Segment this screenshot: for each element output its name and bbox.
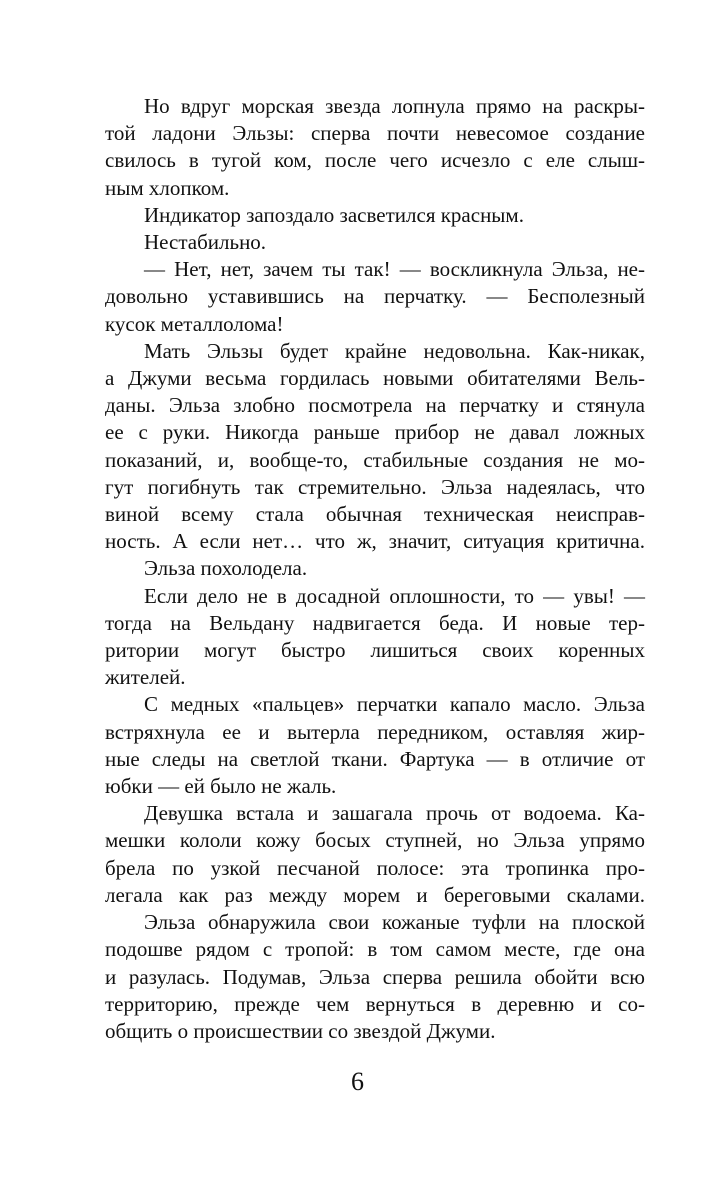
text-line: брела по узкой песчаной полосе: эта тропинка про-	[105, 855, 645, 880]
text-line: Эльза похолодела.	[144, 556, 308, 581]
text-line: территорию, прежде чем вернуться в деревню и со-	[105, 991, 645, 1016]
text-line: кусок металлолома!	[105, 311, 284, 336]
text-line: Нестабильно.	[144, 230, 267, 255]
body-text	[105, 93, 645, 1045]
text-line: мешки кололи кожу босых ступней, но Эльза упрямо	[105, 828, 645, 853]
paragraph	[105, 583, 645, 692]
text-line: довольно уставившись на перчатку. — Бесполезный	[105, 284, 645, 309]
text-line: той ладони Эльзы: сперва почти невесомое создание	[105, 121, 645, 146]
paragraph	[105, 555, 645, 582]
text-line: Если дело не в досадной оплошности, то — увы! —	[144, 583, 645, 608]
paragraph	[105, 691, 645, 800]
text-line: ные следы на светлой ткани. Фартука — в отличие от	[105, 746, 645, 771]
paragraph	[105, 800, 645, 909]
text-line: гут погибнуть так стремительно. Эльза надеялась, что	[105, 474, 645, 499]
text-line: ным хлопком.	[105, 175, 230, 200]
text-line: и разулась. Подумав, Эльза сперва решила обойти всю	[105, 964, 645, 989]
text-line: общить о происшествии со звездой Джуми.	[105, 1018, 496, 1043]
text-line: показаний, и, вообще-то, стабильные создания не мо-	[105, 447, 645, 472]
text-line: а Джуми весьма гордилась новыми обитателями Вель-	[105, 366, 645, 391]
paragraph	[105, 338, 645, 556]
text-line: свилось в тугой ком, после чего исчезло с еле слыш-	[105, 148, 645, 173]
text-line: юбки — ей было не жаль.	[105, 774, 337, 799]
text-line: ритории могут быстро лишиться своих коренных	[105, 638, 645, 663]
text-line: С медных «пальцев» перчатки капало масло. Эльза	[144, 692, 645, 717]
text-line: ее с руки. Никогда раньше прибор не давал ложных	[105, 420, 645, 445]
paragraph	[105, 909, 645, 1045]
paragraph	[105, 256, 645, 338]
text-line: ность. А если нет… что ж, значит, ситуация критична.	[105, 529, 645, 554]
text-line: Индикатор запоздало засветился красным.	[144, 202, 524, 227]
page-number: 6	[351, 1067, 364, 1096]
paragraph	[105, 202, 645, 229]
text-line: Эльза обнаружила свои кожаные туфли на плоской	[144, 910, 645, 935]
text-line: Но вдруг морская звезда лопнула прямо на раскры-	[144, 94, 645, 118]
text-line: Мать Эльзы будет крайне недовольна. Как-никак,	[144, 338, 645, 363]
text-line: жителей.	[105, 665, 186, 690]
text-line: Девушка встала и зашагала прочь от водоема. Ка-	[144, 801, 645, 826]
text-line: даны. Эльза злобно посмотрела на перчатку и стянула	[105, 393, 645, 418]
paragraph	[105, 93, 645, 202]
text-line: тогда на Вельдану надвигается беда. И новые тер-	[105, 610, 645, 635]
text-line: виной всему стала обычная техническая неисправ-	[105, 502, 645, 527]
text-line: — Нет, нет, зачем ты так! — воскликнула Эльза, не-	[144, 257, 645, 282]
paragraph	[105, 229, 645, 256]
text-line: подошве рядом с тропой: в том самом месте, где она	[105, 937, 645, 962]
text-line: встряхнула ее и вытерла передником, оставляя жир-	[105, 719, 645, 744]
text-line: легала как раз между морем и береговыми скалами.	[105, 882, 645, 907]
